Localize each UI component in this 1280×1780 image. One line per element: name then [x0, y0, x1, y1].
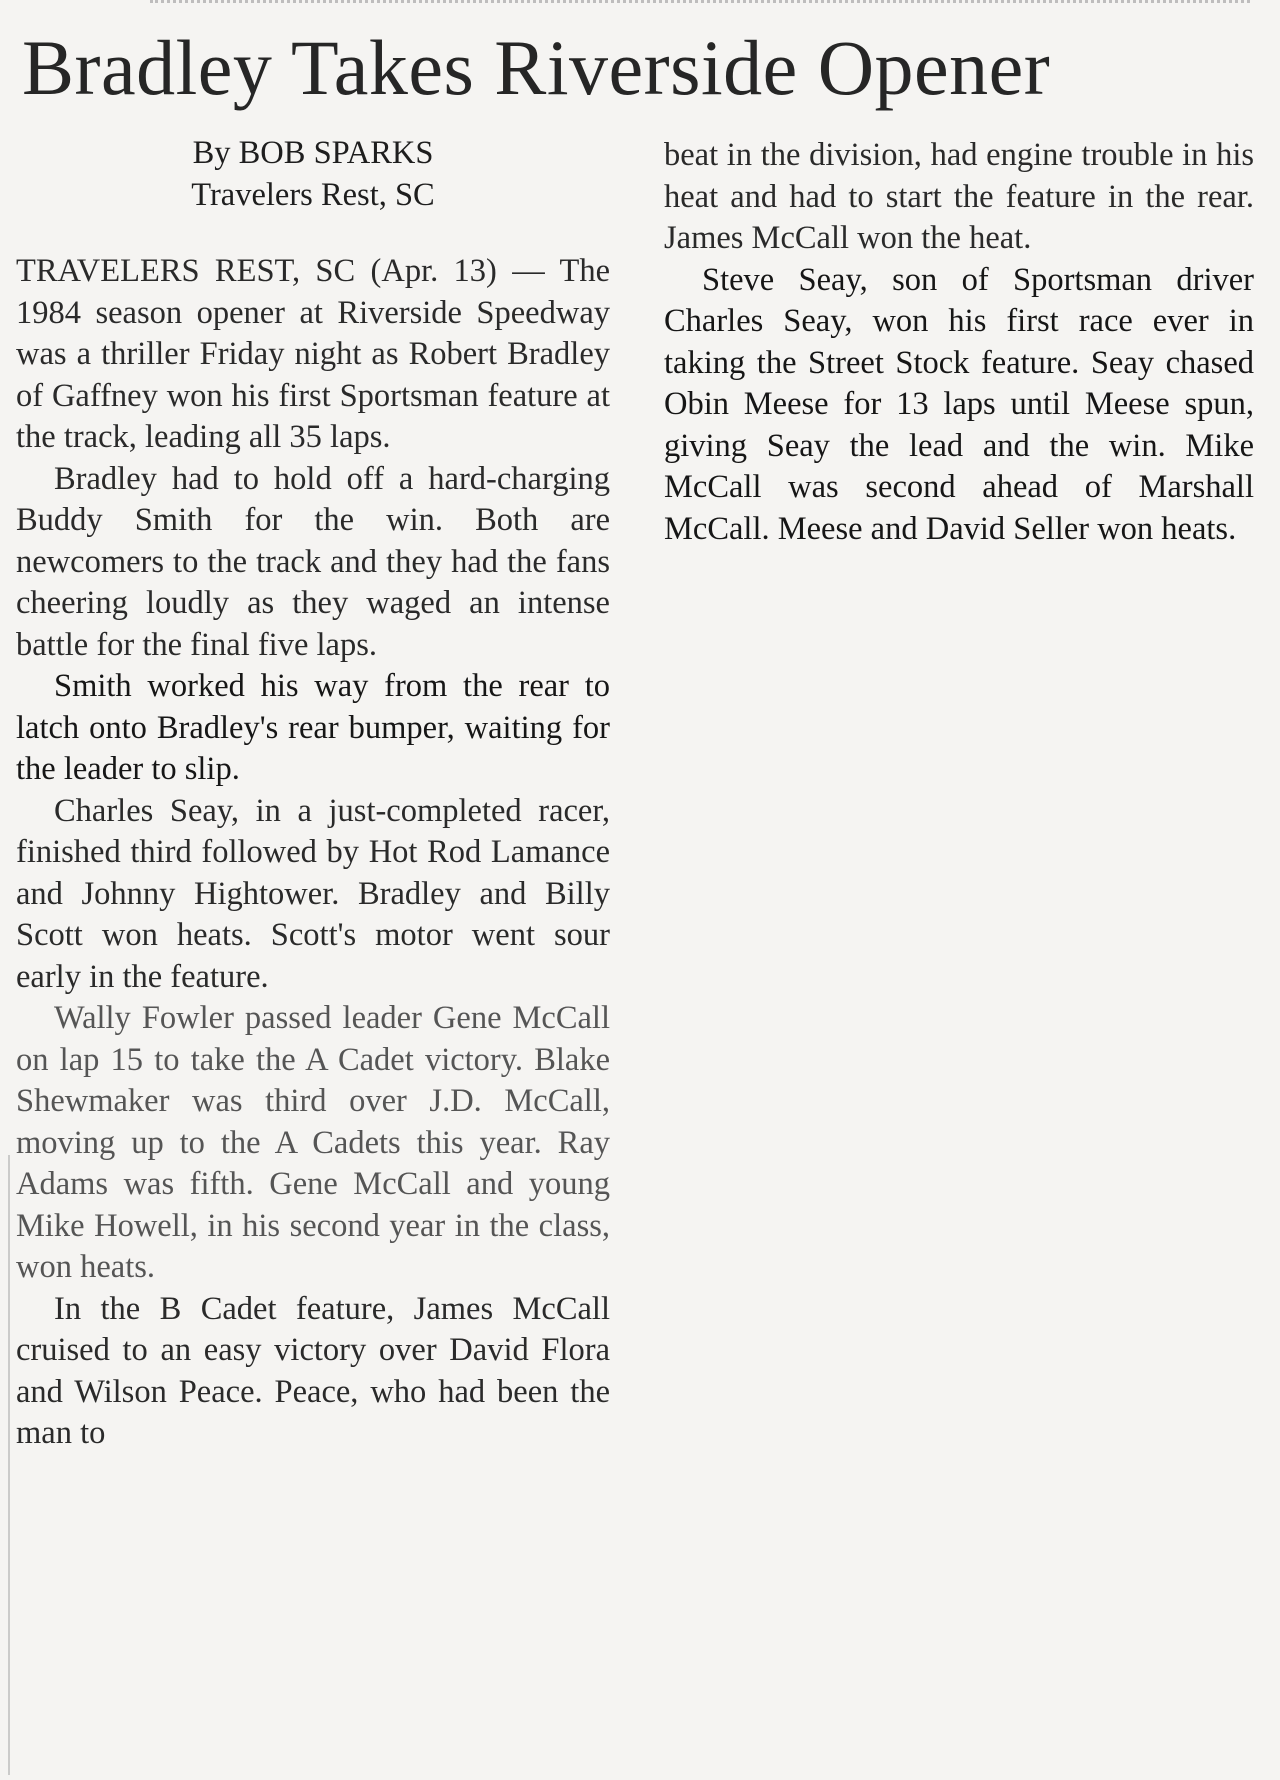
byline-location: Travelers Rest, SC	[191, 176, 435, 213]
right-column	[664, 135, 1254, 550]
article-paragraph: beat in the division, had engine trouble in his heat and had to start the feature in the rear. James McCall won the heat.	[664, 137, 1254, 256]
article-paragraph: Wally Fowler passed leader Gene McCall on lap 15 to take the A Cadet victory. Blake Shewmaker was third over J.D. McCall, moving up to the A Cadets this year. Ray Adams was fifth. Gene McCall and young Mike Howell, in his second year in the class, won heats.	[16, 1000, 610, 1285]
byline-spacer	[16, 216, 610, 251]
byline-author: By BOB SPARKS	[192, 135, 434, 171]
left-column	[16, 133, 610, 1455]
top-rule	[150, 0, 1250, 7]
article-paragraph: In the B Cadet feature, James McCall cruised to an easy victory over David Flora and Wilson Peace. Peace, who had been the man to	[16, 1290, 610, 1451]
article-paragraph: Steve Seay, son of Sportsman driver Charles Seay, won his first race ever in taking the Street Stock feature. Seay chased Obin Meese for 13 laps until Meese spun, giving Seay the lead and the win. Mike McCall was second ahead of Marshall McCall. Meese and David Seller won heats.	[664, 261, 1254, 547]
article-paragraph: Charles Seay, in a just-completed racer, finished third followed by Hot Rod Lamance and Johnny Hightower. Bradley and Billy Scott won heats. Scott's motor went sour early in the feature.	[16, 792, 610, 995]
article-paragraph: Smith worked his way from the rear to latch onto Bradley's rear bumper, waiting for the leader to slip.	[16, 668, 610, 787]
article-paragraph: TRAVELERS REST, SC (Apr. 13) — The 1984 season opener at Riverside Speedway was a thriller Friday night as Robert Bradley of Gaffney won his first Sportsman feature at the track, leading all 35 laps.	[16, 253, 610, 455]
article-paragraph: Bradley had to hold off a hard-charging Buddy Smith for the win. Both are newcomers to the track and they had the fans cheering loudly as they waged an intense battle for the final five laps.	[16, 460, 610, 663]
byline	[16, 133, 610, 216]
column-rule	[8, 1155, 10, 1775]
headline: Bradley Takes Riverside Opener	[22, 24, 1051, 111]
